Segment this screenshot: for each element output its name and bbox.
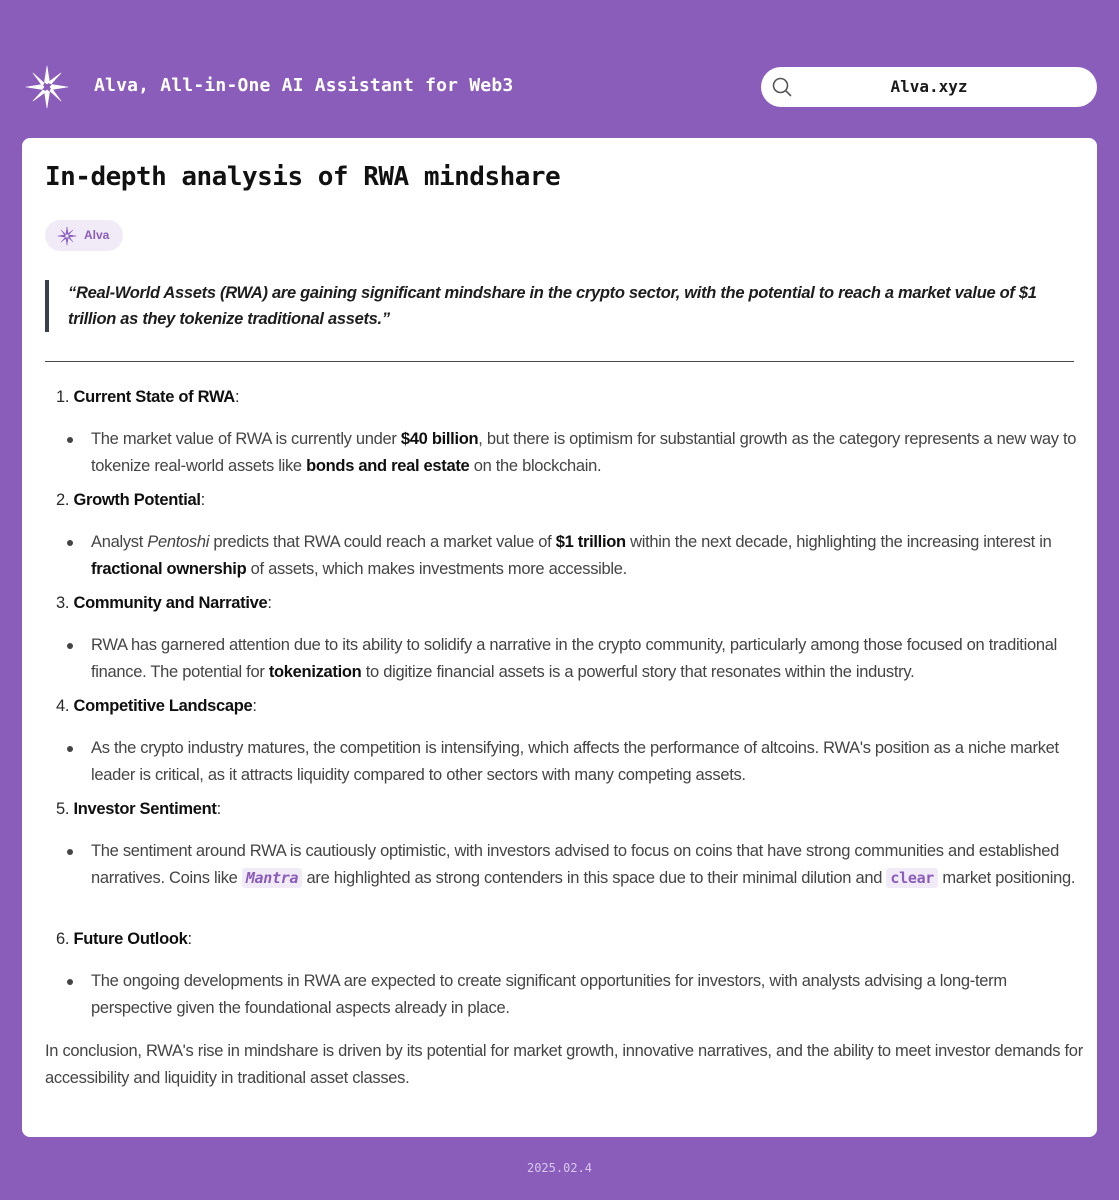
text: As the crypto industry matures, the competition is intensifying, which affects the performance of altcoins. RWA's position as a niche market leader is critical, as it attracts liquidity compared to other sectors with many competing assets. bbox=[91, 739, 1059, 784]
alva-logo-icon bbox=[56, 225, 78, 247]
list-item bbox=[91, 529, 1081, 583]
author-badge[interactable] bbox=[45, 220, 123, 251]
bold-text: tokenization bbox=[268, 663, 362, 681]
conclusion-paragraph: In conclusion, RWA's rise in mindshare is driven by its potential for market growth, innovative narratives, and the ability to meet investor demands for accessibility and liquidity in traditional asset classes. bbox=[45, 1042, 1083, 1087]
section-heading-growth-potential bbox=[56, 491, 205, 510]
divider bbox=[45, 361, 1074, 362]
page-title: In-depth analysis of RWA mindshare bbox=[45, 162, 561, 192]
section-number: 4. bbox=[56, 697, 70, 715]
bold-text: $40 billion bbox=[400, 430, 479, 448]
section-heading-competitive-landscape bbox=[56, 697, 257, 716]
top-bar bbox=[0, 0, 1119, 138]
section-heading-future-outlook bbox=[56, 930, 192, 949]
section-title: Investor Sentiment bbox=[73, 800, 217, 818]
section-number: 2. bbox=[56, 491, 70, 509]
text: are highlighted as strong contenders in this space due to their minimal dilution and bbox=[302, 869, 887, 887]
text: RWA has garnered attention due to its ability to solidify a narrative in the crypto community, particularly among those focused on traditional finance. The potential for bbox=[91, 636, 1057, 681]
section-heading-community-narrative bbox=[56, 594, 272, 613]
brand-title: Alva, All-in-One AI Assistant for Web3 bbox=[94, 75, 514, 96]
list-item bbox=[91, 838, 1081, 892]
colon: : bbox=[234, 388, 240, 406]
section-number: 3. bbox=[56, 594, 70, 612]
text: within the next decade, highlighting the increasing interest in bbox=[625, 533, 1052, 551]
coin-tag-mantra: Mantra bbox=[242, 868, 302, 888]
text: The market value of RWA is currently under bbox=[91, 430, 401, 448]
bold-text: fractional ownership bbox=[91, 560, 247, 578]
section-title: Competitive Landscape bbox=[73, 697, 253, 715]
section-title: Community and Narrative bbox=[73, 594, 268, 612]
colon: : bbox=[187, 930, 192, 948]
inline-code: clear bbox=[886, 868, 938, 888]
text: , but there is optimism for substantial growth as the category represents a new way to tokenize real-world assets like bbox=[91, 430, 1077, 475]
alva-logo-icon bbox=[22, 62, 72, 112]
section-title: Current State of RWA bbox=[73, 388, 235, 406]
search-text: Alva.xyz bbox=[890, 77, 968, 96]
section-number: 6. bbox=[56, 930, 70, 948]
section-number: 1. bbox=[56, 388, 70, 406]
section-title: Future Outlook bbox=[73, 930, 188, 948]
text: Analyst bbox=[91, 533, 148, 551]
list-item bbox=[91, 735, 1081, 789]
list-item bbox=[91, 968, 1081, 1022]
author-name: Alva bbox=[84, 228, 110, 242]
text: to digitize financial assets is a powerful story that resonates within the industry. bbox=[361, 663, 915, 681]
italic-text: Pentoshi bbox=[147, 533, 210, 551]
footer-date: 2025.02.4 bbox=[526, 1161, 593, 1175]
text: market positioning. bbox=[938, 869, 1076, 887]
article-card bbox=[22, 138, 1097, 1137]
list-item bbox=[91, 632, 1081, 686]
text: on the blockchain. bbox=[469, 457, 602, 475]
section-heading-investor-sentiment bbox=[56, 800, 221, 819]
colon: : bbox=[267, 594, 272, 612]
bold-text: bonds and real estate bbox=[306, 457, 470, 475]
text: The ongoing developments in RWA are expected to create significant opportunities for investors, with analysts advising a long-term perspective given the foundational aspects already in place. bbox=[91, 972, 1007, 1017]
bold-text: $1 trillion bbox=[555, 533, 626, 551]
text: The sentiment around RWA is cautiously optimistic, with investors advised to focus on coins that have strong communities and established narratives. Coins like bbox=[91, 842, 1060, 887]
section-number: 5. bbox=[56, 800, 70, 818]
colon: : bbox=[200, 491, 205, 509]
summary-quote: “Real-World Assets (RWA) are gaining significant mindshare in the crypto sector, with the potential to reach a market value of $1 trillion as they tokenize traditional assets.” bbox=[45, 280, 1075, 332]
text: predicts that RWA could reach a market value of bbox=[209, 533, 556, 551]
text: of assets, which makes investments more accessible. bbox=[246, 560, 627, 578]
list-item bbox=[91, 426, 1081, 480]
section-heading-current-state bbox=[56, 388, 239, 407]
search-bar[interactable] bbox=[761, 67, 1097, 107]
colon: : bbox=[216, 800, 221, 818]
section-title: Growth Potential bbox=[73, 491, 201, 509]
colon: : bbox=[252, 697, 257, 715]
